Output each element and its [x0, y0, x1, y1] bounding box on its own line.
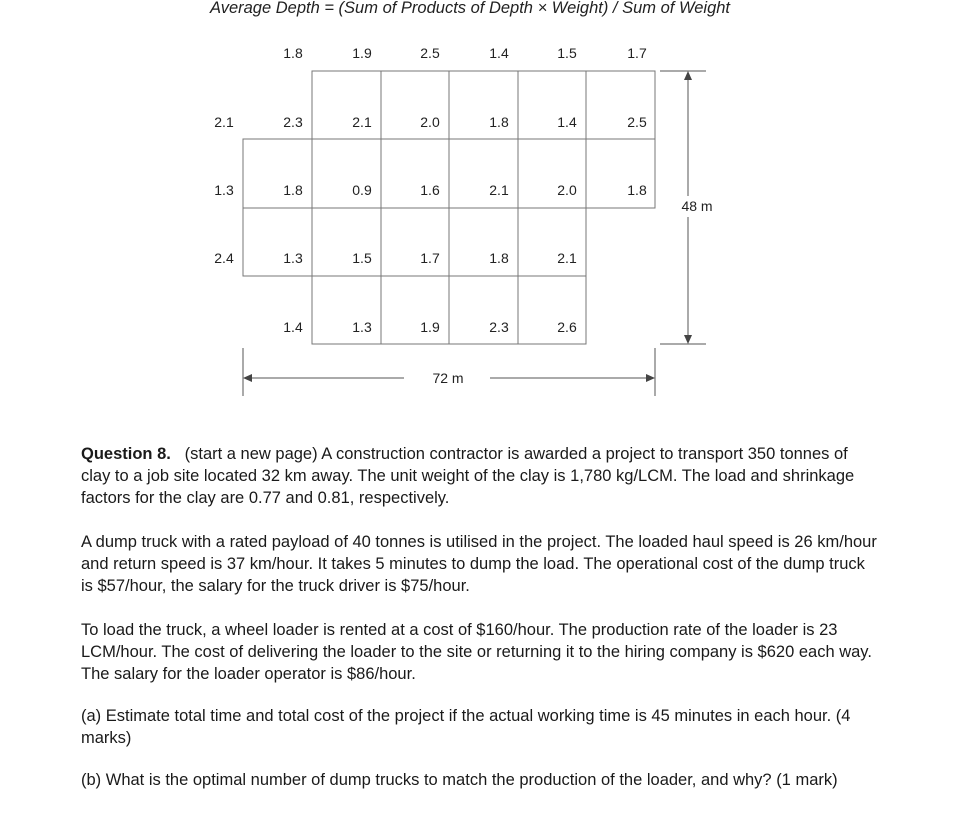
depth-value: 1.5 [352, 250, 372, 266]
question-number: Question 8. [81, 445, 171, 463]
depth-value: 2.1 [489, 182, 509, 198]
depth-value: 1.8 [627, 182, 647, 198]
depth-value: 1.9 [420, 319, 440, 335]
part-b-paragraph: (b) What is the optimal number of dump trucks to match the production of the loader, and why? (1 mark) [81, 771, 838, 789]
depth-value: 2.4 [214, 250, 234, 266]
depth-value: 1.7 [627, 45, 647, 61]
depth-value: 1.8 [283, 182, 303, 198]
depth-value: 1.3 [352, 319, 372, 335]
grid-cells [243, 71, 655, 344]
depth-value: 1.3 [283, 250, 303, 266]
depth-value: 1.3 [214, 182, 234, 198]
question-truck [81, 531, 881, 597]
width-label: 72 m [432, 370, 464, 386]
depth-value: 2.1 [557, 250, 577, 266]
truck-paragraph: A dump truck with a rated payload of 40 tonnes is utilised in the project. The loaded haul speed is 26 km/hour and return speed is 37 km/hour. It takes 5 minutes to dump the load. The operational cost of the dump truck is $57/hour, the salary for the truck driver is $75/hour. [81, 533, 877, 595]
depth-value: 2.0 [557, 182, 577, 198]
loader-paragraph: To load the truck, a wheel loader is rented at a cost of $160/hour. The production rate of the loader is 23 LCM/hour. The cost of delivering the loader to the site or returning it to the hiring company is $620 each way. The salary for the loader operator is $86/hour. [81, 621, 872, 683]
depth-value: 2.1 [214, 114, 234, 130]
question-part-a [81, 705, 881, 749]
depth-value: 1.4 [557, 114, 577, 130]
depth-value: 1.8 [489, 250, 509, 266]
depth-value: 1.8 [489, 114, 509, 130]
depth-value: 1.5 [557, 45, 577, 61]
depth-value: 1.8 [283, 45, 303, 61]
depth-value: 1.6 [420, 182, 440, 198]
depth-value: 2.5 [627, 114, 647, 130]
depth-value: 1.4 [489, 45, 509, 61]
depth-value: 0.9 [352, 182, 372, 198]
depth-value: 2.6 [557, 319, 577, 335]
depth-value: 2.1 [352, 114, 372, 130]
question-part-b [81, 769, 881, 791]
question-intro-text: (start a new page) A construction contractor is awarded a project to transport 350 tonnes of clay to a job site located 32 km away. The unit weight of the clay is 1,780 kg/LCM. The load and shrinkage factors for the clay are 0.77 and 0.81, respectively. [81, 445, 855, 507]
question-loader [81, 619, 881, 685]
depth-value: 1.7 [420, 250, 440, 266]
depth-value: 1.9 [352, 45, 372, 61]
formula-heading: Average Depth = (Sum of Products of Depth × Weight) / Sum of Weight [209, 0, 731, 17]
depth-value: 2.5 [420, 45, 440, 61]
height-label: 48 m [681, 198, 713, 214]
question-intro [81, 443, 881, 509]
depth-labels [214, 45, 647, 335]
depth-value: 2.3 [489, 319, 509, 335]
depth-value: 1.4 [283, 319, 303, 335]
depth-value: 2.3 [283, 114, 303, 130]
part-a-paragraph: (a) Estimate total time and total cost of the project if the actual working time is 45 minutes in each hour. (4 marks) [81, 707, 851, 747]
depth-value: 2.0 [420, 114, 440, 130]
